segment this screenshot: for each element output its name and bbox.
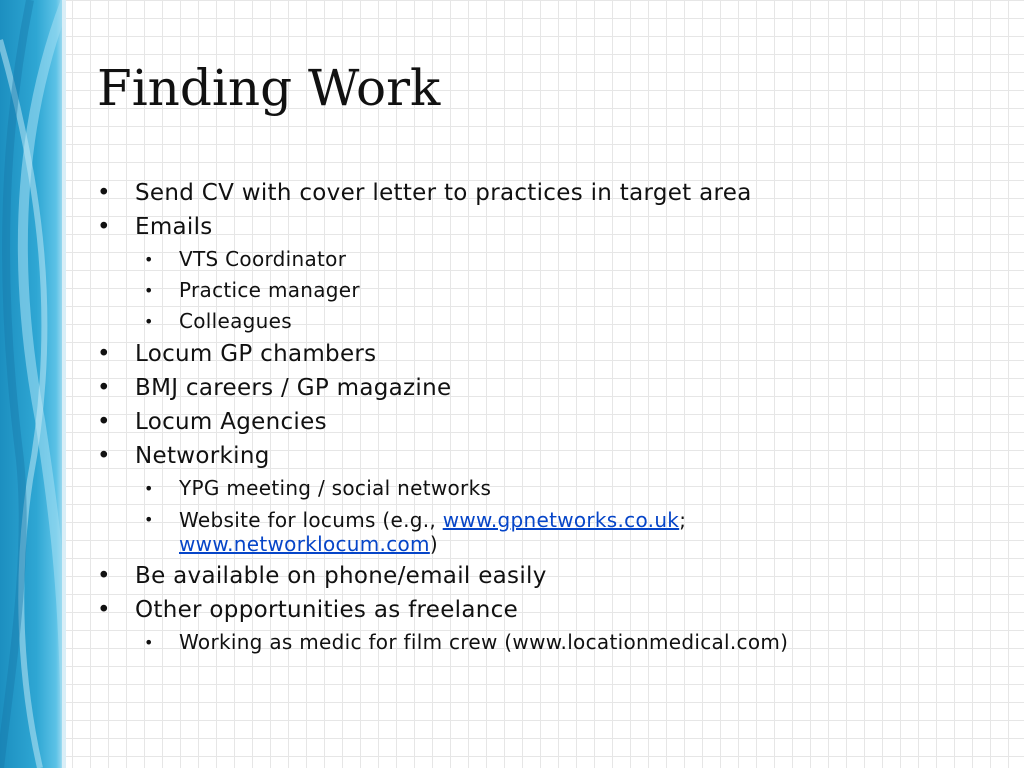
sub-bullet-vts-coordinator: • VTS Coordinator <box>97 244 997 275</box>
side-band-edge <box>62 0 66 768</box>
sub-bullet-film-crew-medic: • Working as medic for film crew (www.locationmedical.com) <box>97 627 997 658</box>
bullet-locum-agencies: • Locum Agencies <box>97 405 997 439</box>
networklocum-link[interactable]: www.networklocum.com <box>179 532 430 556</box>
gpnetworks-link[interactable]: www.gpnetworks.co.uk <box>442 508 680 532</box>
bullet-list <box>97 176 997 658</box>
bullet-be-available: • Be available on phone/email easily <box>97 559 997 593</box>
websites-separator: ; <box>679 508 687 532</box>
bullet-emails: • Emails <box>97 210 997 244</box>
bullet-networking: • Networking <box>97 439 997 473</box>
slide-title: Finding Work <box>97 59 441 117</box>
decorative-side-band <box>0 0 66 768</box>
websites-prefix: Website for locums (e.g., <box>179 508 443 532</box>
bullet-freelance: • Other opportunities as freelance <box>97 593 997 627</box>
bullet-locum-gp-chambers: • Locum GP chambers <box>97 337 997 371</box>
sub-bullet-colleagues: • Colleagues <box>97 306 997 337</box>
sub-bullet-practice-manager: • Practice manager <box>97 275 997 306</box>
sub-bullet-websites <box>97 504 997 559</box>
swoosh-decoration-icon <box>0 0 66 768</box>
bullet-send-cv: • Send CV with cover letter to practices in target area <box>97 176 997 210</box>
bullet-bmj-careers: • BMJ careers / GP magazine <box>97 371 997 405</box>
sub-bullet-ypg-meeting: • YPG meeting / social networks <box>97 473 997 504</box>
websites-suffix: ) <box>429 532 438 556</box>
